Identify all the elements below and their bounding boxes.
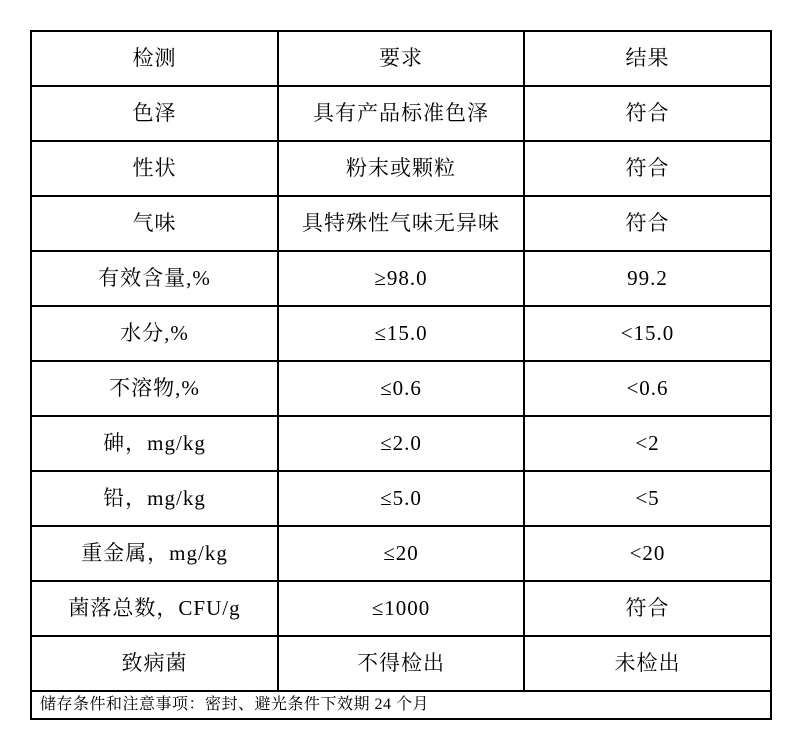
cell-test-item: 气味	[31, 196, 278, 251]
cell-result: 未检出	[524, 636, 771, 691]
cell-requirement: 具有产品标准色泽	[278, 86, 524, 141]
storage-conditions-note: 储存条件和注意事项：密封、避光条件下效期 24 个月	[31, 691, 771, 719]
cell-requirement: ≤15.0	[278, 306, 524, 361]
table-row	[31, 86, 771, 141]
cell-requirement: ≤5.0	[278, 471, 524, 526]
table-row	[31, 306, 771, 361]
table-row	[31, 196, 771, 251]
cell-result: <5	[524, 471, 771, 526]
cell-result: <15.0	[524, 306, 771, 361]
cell-test-item: 重金属，mg/kg	[31, 526, 278, 581]
cell-requirement: ≤1000	[278, 581, 524, 636]
cell-requirement: 不得检出	[278, 636, 524, 691]
cell-result: <20	[524, 526, 771, 581]
cell-result: 99.2	[524, 251, 771, 306]
cell-requirement: 粉末或颗粒	[278, 141, 524, 196]
cell-result: <0.6	[524, 361, 771, 416]
table-row	[31, 581, 771, 636]
cell-result: 符合	[524, 581, 771, 636]
cell-test-item: 致病菌	[31, 636, 278, 691]
cell-test-item: 色泽	[31, 86, 278, 141]
cell-result: 符合	[524, 86, 771, 141]
table-row	[31, 416, 771, 471]
cell-test-item: 有效含量,%	[31, 251, 278, 306]
cell-test-item: 铅，mg/kg	[31, 471, 278, 526]
cell-test-item: 砷，mg/kg	[31, 416, 278, 471]
table-row	[31, 251, 771, 306]
header-requirement: 要求	[278, 31, 524, 86]
table-row	[31, 526, 771, 581]
cell-result: 符合	[524, 141, 771, 196]
header-test-item: 检测	[31, 31, 278, 86]
cell-test-item: 不溶物,%	[31, 361, 278, 416]
cell-result: 符合	[524, 196, 771, 251]
cell-test-item: 性状	[31, 141, 278, 196]
header-result: 结果	[524, 31, 771, 86]
cell-requirement: ≥98.0	[278, 251, 524, 306]
table-header-row	[31, 31, 771, 86]
table-row	[31, 636, 771, 691]
cell-requirement: ≤20	[278, 526, 524, 581]
table-row	[31, 471, 771, 526]
cell-test-item: 水分,%	[31, 306, 278, 361]
cell-requirement: ≤0.6	[278, 361, 524, 416]
table-footer-row	[31, 691, 771, 719]
inspection-table	[30, 30, 772, 720]
cell-requirement: ≤2.0	[278, 416, 524, 471]
cell-result: <2	[524, 416, 771, 471]
table-row	[31, 361, 771, 416]
table-row	[31, 141, 771, 196]
cell-test-item: 菌落总数，CFU/g	[31, 581, 278, 636]
cell-requirement: 具特殊性气味无异味	[278, 196, 524, 251]
